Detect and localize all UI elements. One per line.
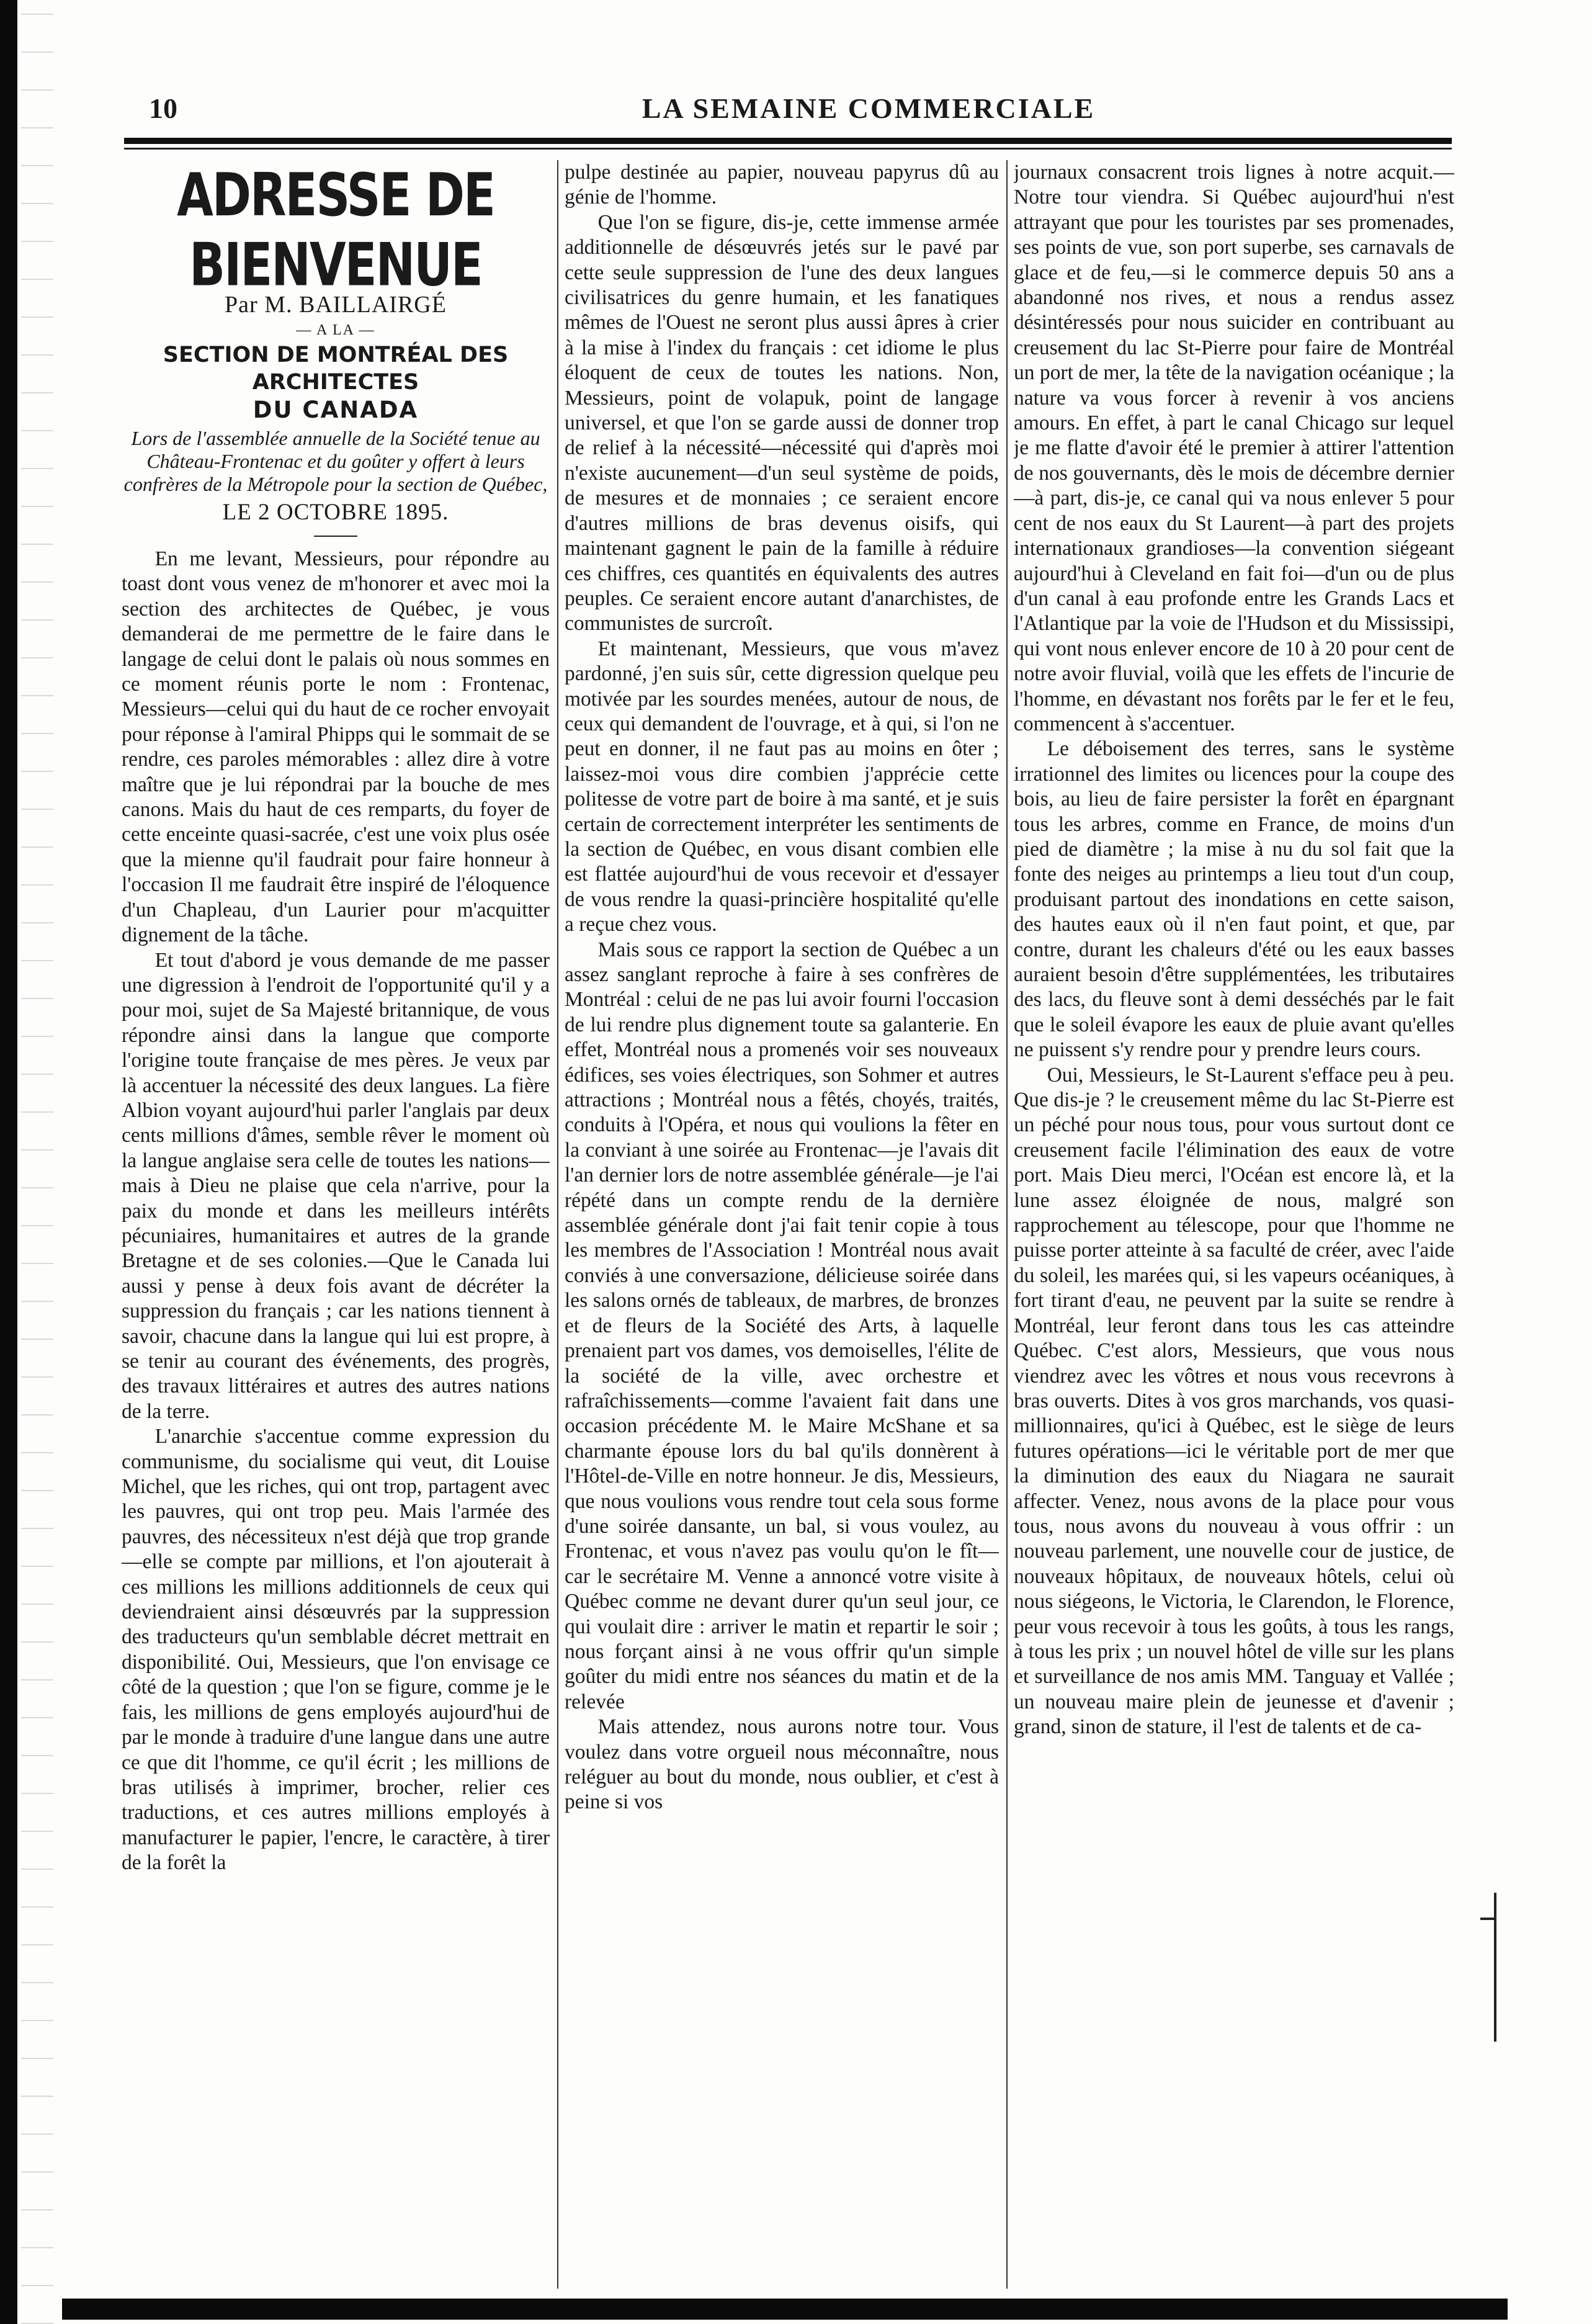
column-2 [565, 160, 999, 2289]
section-title: SECTION DE MONTRÉAL DES ARCHITECTES [163, 343, 509, 395]
paragraph: Et maintenant, Messieurs, que vous m'avez pardonné, j'en suis sûr, cette digression quelque peu motivée par les sourdes menées, autour de nous, de ceux qui demandent de l'ouvrage, et à qui, si l'on ne peut en donner, il ne faut pas au moins en ôter ; laissez-moi vous dire combien j'apprécie cette politesse de votre part de boire à ma santé, et je suis certain de correctement interpréter les sentiments de la section de Québec, en vous disant combien elle est flattée aujourd'hui de vous recevoir et d'essayer de vous rendre la quasi-princière hospitalité qu'elle a reçue chez vous. [565, 637, 999, 936]
column-divider-1 [557, 160, 558, 2289]
paragraph: L'anarchie s'accentue comme expression du communisme, du socialisme qui veut, dit Louise Michel, que les riches, qui ont trop, partagent avec les pauvres, qui ont trop peu. Mais l'armée des pauvres, des nécessiteux n'est déjà que trop grande—elle se compte par millions, et l'on ajouterait à ces millions les millions additionnels de ceux qui deviendraient ainsi désœuvrés par la suppression des traducteurs qu'un semblable décret mettrait en disponibilité. Oui, Messieurs, que l'on envisage ce côté de la question ; que l'on se figure, comme je le fais, les millions de gens employés aujourd'hui de par le monde à traduire d'une langue dans une autre ce que dit l'homme, ce qu'il écrit ; les millions de bras utilisés à imprimer, brocher, relier ces traductions, et ces autres millions employés à manufacturer le papier, l'encre, le caractère, à tirer de la forêt la [122, 1425, 550, 1875]
a-la-line: — A LA — [296, 322, 375, 338]
short-rule [314, 536, 357, 537]
paragraph: journaux consacrent trois lignes à notre acquit.—Notre tour viendra. Si Québec aujourd'hui n'est attrayant que pour les touristes par ses promenades, ses points de vue, son port superbe, ses carnavals de glace et de feu,—si le commerce depuis 50 ans a abandonné nos rives, et nous a rendus assez désintéressés pour nous suicider en contribuant au creusement du lac St-Pierre pour faire de Montréal un port de mer, la tête de la navigation océanique ; la nature va vous forcer à revenir à vos anciens amours. En effet, à part le canal Chicago sur lequel je me flatte d'avoir été le premier à attirer l'attention de nos gouvernants, dès le mois de décembre dernier—à part, dis-je, ce canal qui va nous enlever 5 pour cent de nos eaux du St Laurent—à part des projets internationaux grandioses—la convention siégeant aujourd'hui à Cleveland en fait foi—d'un ou de plus d'un canal à eau profonde entre les Grands Lacs et l'Atlantique par la voie de l'Hudson et du Mississipi, qui vont nous enlever encore de 10 à 20 pour cent de notre avoir fluvial, voilà que les effets de l'incurie de l'homme, en dévastant nos forêts par le fer et le feu, commencent à s'accentuer. [1014, 161, 1454, 735]
column-3 [1014, 160, 1454, 2289]
scan-edge-speckle [21, 0, 53, 2324]
column-divider-2 [1006, 160, 1008, 2289]
section-subtitle: DU CANADA [253, 397, 419, 423]
article-headline: ADRESSE DE BIENVENUE [177, 160, 494, 299]
occasion-text: Lors de l'assemblée annuelle de la Société tenue au Château-Frontenac et du goûter y offert à leurs confrères de la Métropole pour la section de Québec, [123, 427, 548, 495]
scan-edge-left [0, 0, 17, 2324]
header-rule-thin [124, 148, 1452, 150]
paragraph: Que l'on se figure, dis-je, cette immense armée additionnelle de désœuvrés jetés sur le pavé par cette seule suppression de l'une des deux langues civilisatrices du genre humain, et les fanatiques mêmes de l'Ouest ne seront plus aussi âpres à crier à la mise à l'index du français : cet idiome le plus éloquent de ceux de toutes les nations. Non, Messieurs, point de volapuk, point de langage universel, et que l'on se garde aussi de donner trop de relief à la nécessité—nécessité qui d'après moi n'existe aucunement—d'un seul système de poids, de mesures et de monnaies ; ce seraient encore d'autres millions de bras devenus oisifs, qui maintenant gagnent le pain de la famille à réduire ces chiffres, ces quantités en équivalents des autres peuples. Ce seraient encore autant d'anarchistes, de communistes de surcroît. [565, 210, 999, 635]
scan-edge-bottom [62, 2299, 1508, 2320]
paragraph: Mais sous ce rapport la section de Québec a un assez sanglant reproche à faire à ses confrères de Montréal : celui de ne pas lui avoir fourni l'occasion de lui rendre plus dignement toute sa galanterie. En effet, Montréal nous a promenés voir ses nouveaux édifices, ses voies électriques, son Sohmer et autres attractions ; Montréal nous a fêtés, choyés, traités, conduits à l'Opéra, et nous qui voulions la fêter en la conviant à une soirée au Frontenac—je l'avais dit l'an dernier lors de notre assemblée générale—je l'ai répété dans un compte rendu de la dernière assemblée générale dont j'ai fait tenir copie à tous les membres de l'Association ! Montréal nous avait conviés à une conversazione, délicieuse soirée dans les salons ornés de tableaux, de marbres, de bronzes et de fleurs de la Société des Arts, à laquelle prenaient part vos dames, vos demoiselles, l'élite de la société de la ville, avec orchestre et rafraîchissements—comme l'avaient fait dans une occasion précédente M. le Maire McShane et sa charmante épouse lors du bal qu'ils donnèrent à l'Hôtel-de-Ville en notre honneur. Je dis, Messieurs, que nous voulions vous rendre tout cela sous forme d'une soirée dansante, un bal, si vous voulez, au Frontenac, et vous n'avez pas voulu qu'on le fît—car le secrétaire M. Venne a annoncé votre visite à Québec comme ne devant durer qu'un seul jour, ce qui voulait dire : arriver le matin et repartir le soir ; nous forçant ainsi à ne vous offrir qu'un simple goûter du midi entre nos séances du matin et de la relevée [565, 938, 999, 1713]
header-rule-thick [124, 138, 1452, 144]
paragraph: pulpe destinée au papier, nouveau papyrus dû au génie de l'homme. [565, 161, 999, 209]
paragraph: Et tout d'abord je vous demande de me passer une digression à l'endroit de l'opportunité qu'il y a pour moi, sujet de Sa Majesté britannique, de vous répondre ainsi dans la langue que comporte l'origine toute française de mes pères. Je veux par là accentuer la nécessité des deux langues. La fière Albion voyant aujourd'hui parler l'anglais par deux cents millions d'âmes, semble rêver le moment où la langue anglaise sera celle de toutes les nations—mais à Dieu ne plaise que cela n'arrive, pour la paix du monde et dans les meilleurs intérêts pécuniaires, humanitaires et autres de la grande Bretagne et de ses colonies.—Que le Canada lui aussi y pense à deux fois avant de décréter la suppression du français ; car les nations tiennent à savoir, chacune dans la langue qui lui est propre, à se tenir au courant des événements, des progrès, des travaux littéraires et autres des autres nations de la terre. [122, 948, 550, 1423]
article-byline: Par M. BAILLAIRGÉ [225, 292, 447, 318]
publication-masthead: LA SEMAINE COMMERCIALE [642, 92, 1096, 124]
paragraph: Le déboisement des terres, sans le système irrationnel des limites ou licences pour la coupe des bois, au lieu de faire persister la forêt en épargnant tous les arbres, comme en France, de moins d'un pied de diamètre ; la mise à nu du sol fait que la fonte des neiges au printemps a lieu tout d'un coup, produisant partout des inondations en cette saison, des hautes eaux où il n'en faut point, et que, par contre, durant les chaleurs d'été ou les eaux basses auraient besoin d'être supplémentées, les tributaires des lacs, du fleuve sont à demi desséchés par le fait que le soleil évapore les eaux de pluie avant qu'elles ne puissent s'y rendre pour y prendre leurs cours. [1014, 737, 1454, 1062]
paragraph: Oui, Messieurs, le St-Laurent s'efface peu à peu. Que dis-je ? le creusement même du lac St-Pierre est un péché pour nous tous, pour vous surtout dont ce creusement facile l'élimination des eaux de votre port. Mais Dieu merci, l'Océan est encore là, et la lune assez éloignée de nous, malgré son rapprochement au télescope, pour que l'homme ne puisse porter atteinte à sa faculté de créer, avec l'aide du soleil, les marées qui, si les vapeurs océaniques, à fort tirant d'eau, ne peuvent par la suite se rendre à Montréal, leur feront dans tous les cas atteindre Québec. C'est alors, Messieurs, que vous nous viendrez avec les vôtres et nous vous recevrons à bras ouverts. Dites à vos gros marchands, vos quasi-millionnaires, qu'ici à Québec, est le siège de leurs futures opérations—ici le véritable port de mer que la diminution des eaux du Niagara ne saurait affecter. Venez, nous avons de la place pour vous tous, nous avons du nouveau à vous offrir : un nouveau parlement, une nouvelle cour de justice, de nouveaux hôpitaux, de nouveaux hôtels, celui où nous siégeons, le Victoria, le Clarendon, le Florence, peur vous recevoir à tous les goûts, à tous les rangs, à tous les prix ; un nouvel hôtel de ville sur les plans et surveillance de nos amis MM. Tanguay et Vallée ; un nouveau maire plein de jeunesse et d'avenir ; grand, sinon de stature, il l'est de talents et de ca- [1014, 1063, 1454, 1739]
margin-mark [1494, 1893, 1496, 2042]
paragraph: En me levant, Messieurs, pour répondre au toast dont vous venez de m'honorer et avec moi la section des architectes de Québec, je vous demanderai de me permettre de le faire dans le langage de celui dont le palais où nous sommes en ce moment réunis porte le nom : Frontenac, Messieurs—celui qui du haut de ce rocher envoyait pour réponse à l'amiral Phipps qui le sommait de se rendre, ces paroles mémorables : allez dire à votre maître que je lui répondrai par la bouche de mes canons. Mais du haut de ces remparts, du foyer de cette enceinte quasi-sacrée, c'est une voix plus osée que la mienne qu'il faudrait pour faire honneur à l'occasion Il me faudrait être inspiré de l'éloquence d'un Chapleau, d'un Laurier pour m'acquitter dignement de la tâche. [122, 547, 550, 947]
column-1 [122, 160, 550, 2289]
margin-mark-tick [1480, 1918, 1496, 1920]
page-number: 10 [149, 92, 177, 124]
article-date: LE 2 OCTOBRE 1895. [222, 500, 449, 525]
paragraph: Mais attendez, nous aurons notre tour. Vous voulez dans votre orgueil nous méconnaître, nous reléguer au bout du monde, nous oublier, et c'est à peine si vos [565, 1715, 999, 1814]
